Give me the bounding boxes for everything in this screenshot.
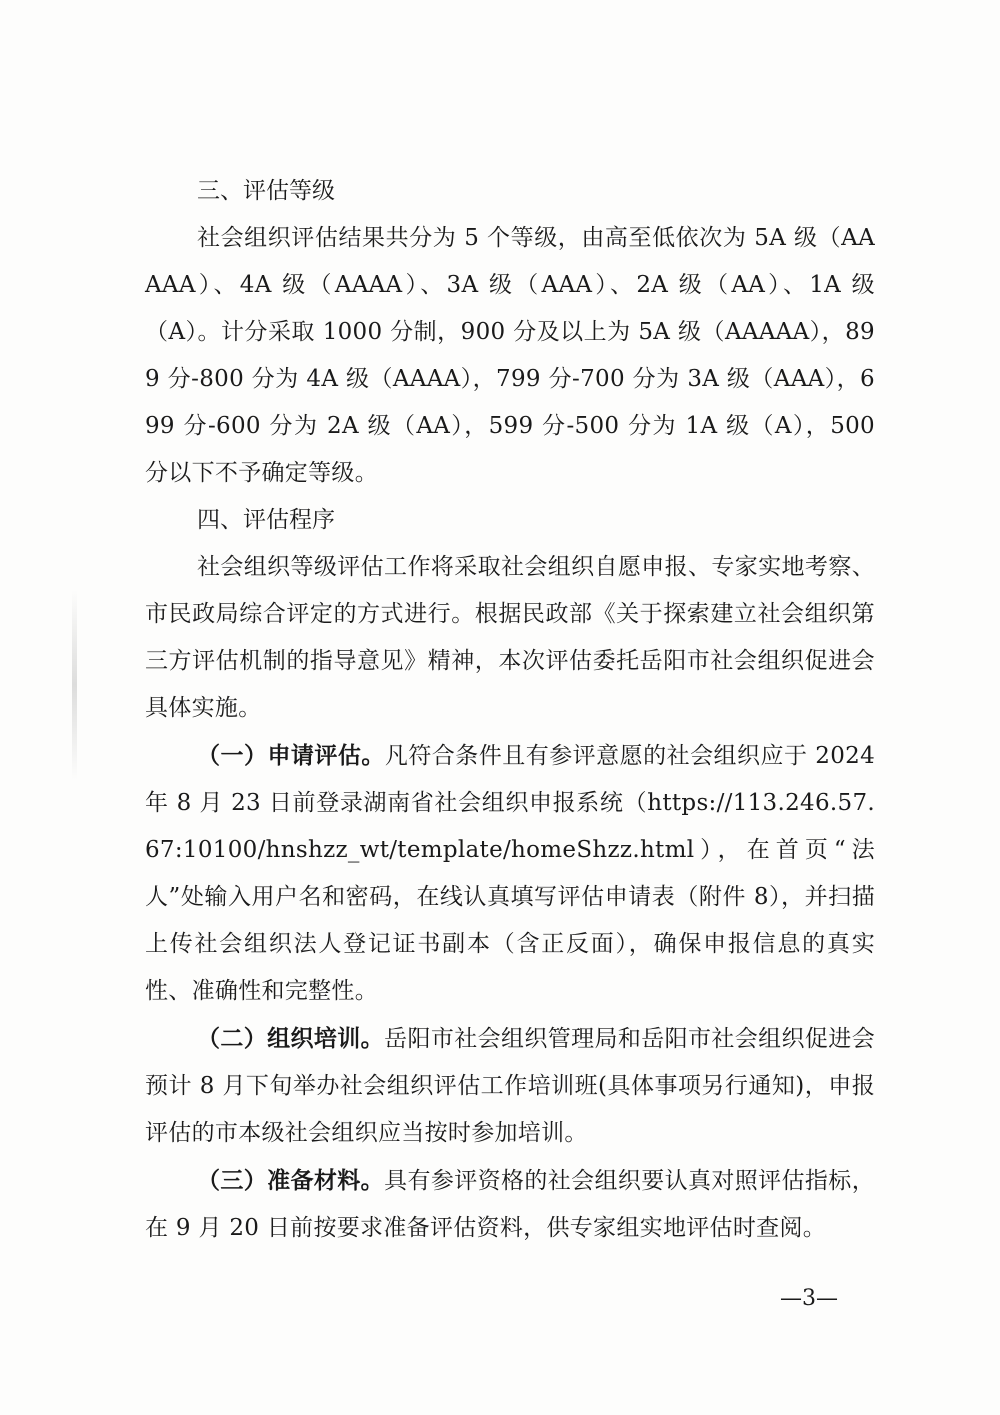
step-title-training: （二）组织培训。 [197,1025,385,1052]
scan-artifact [72,590,77,780]
step-text-materials: 具有参评资格的社会组织要认真对照评估指标，在 9 月 20 日前按要求准备评估资料，供专家组实地评估时查阅。 [145,1168,875,1241]
section-heading-procedure: 四、评估程序 [197,507,335,533]
step-title-materials: （三）准备材料。 [197,1167,385,1194]
grading-paragraph: 社会组织评估结果共分为 5 个等级，由高至低依次为 5A 级（AAAAA）、4A 级（AAAA）、3A 级（AAA）、2A 级（AA）、1A 级（A）。计分采取 1000 分制，900 分及以上为 5A 级（AAAAA），899 分-800 分为 4A 级（AAAA），799 分-700 分为 3A 级（AAA），699 分-600 分为 2A 级（AA），599 分-500 分为 1A 级（A），500 分以下不予确定等级。 [145,225,875,486]
procedure-step-apply [145,732,875,1015]
procedure-step-materials [145,1157,875,1252]
step-text-training: 岳阳市社会组织管理局和岳阳市社会组织促进会预计 8 月下旬举办社会组织评估工作培训班(具体事项另行通知)，申报评估的市本级社会组织应当按时参加培训。 [145,1026,875,1146]
procedure-intro-paragraph: 社会组织等级评估工作将采取社会组织自愿申报、专家实地考察、市民政局综合评定的方式进行。根据民政部《关于探索建立社会组织第三方评估机制的指导意见》精神，本次评估委托岳阳市社会组织促进会具体实施。 [145,554,875,721]
document-body [145,168,875,1252]
page-number: —3— [780,1286,838,1311]
step-text-apply: 凡符合条件且有参评意愿的社会组织应于 2024 年 8 月 23 日前登录湖南省社会组织申报系统（https://113.246.57.67:10100/hnshzz_wt/template/homeShzz.html），在首页“法人”处输入用户名和密码，在线认真填写评估申请表（附件 8），并扫描上传社会组织法人登记证书副本（含正反面），确保申报信息的真实性、准确性和完整性。 [145,743,875,1004]
section-heading-grading: 三、评估等级 [197,178,335,204]
procedure-step-training [145,1015,875,1157]
step-title-apply: （一）申请评估。 [197,742,385,769]
